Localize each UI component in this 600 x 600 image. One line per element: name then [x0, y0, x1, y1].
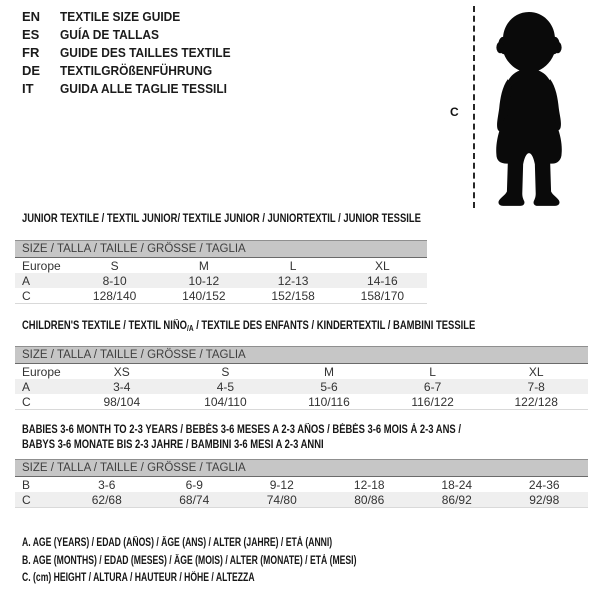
list-item	[22, 62, 245, 80]
junior-table-title: JUNIOR TEXTILE / TEXTIL JUNIOR/ TEXTILE JUNIOR / JUNIORTEXTIL / JUNIOR TESSILE	[22, 213, 421, 225]
table-row	[15, 288, 427, 304]
table-row	[15, 258, 427, 274]
table-row	[15, 477, 588, 493]
cell: 3-4	[70, 379, 174, 394]
cell: 128/140	[70, 288, 159, 304]
cell: 80/86	[326, 492, 414, 508]
guide-title: GUÍA DE TALLAS	[60, 27, 160, 42]
cell: XL	[528, 364, 544, 379]
row-label: A	[15, 379, 70, 394]
height-measure-dashed-line	[473, 6, 475, 208]
size-header: SIZE / TALLA / TAILLE / GRÖSSE / TAGLIA	[15, 241, 427, 258]
language-code: DE	[22, 63, 41, 78]
babies-table-title	[22, 423, 461, 453]
row-label: B	[22, 477, 31, 492]
cell: 7-8	[484, 379, 588, 394]
table-row	[15, 364, 588, 380]
cell: 6-7	[381, 379, 485, 394]
guide-title: TEXTILGRÖßENFÜHRUNG	[60, 63, 213, 78]
row-label: C	[15, 288, 70, 304]
cell: 10-12	[159, 273, 248, 288]
title-text: CHILDREN'S TEXTILE / TEXTIL NIÑO	[22, 320, 188, 332]
cell: 92/98	[501, 492, 589, 508]
cell: L	[289, 258, 297, 273]
language-code: IT	[22, 81, 34, 96]
cell: 18-24	[441, 477, 473, 492]
children-size-table	[15, 346, 588, 410]
table-row	[15, 492, 588, 508]
cell: 98/104	[70, 394, 174, 410]
guide-title: GUIDE DES TAILLES TEXTILE	[60, 45, 231, 60]
cell: 110/116	[277, 394, 381, 410]
cell: 140/152	[159, 288, 248, 304]
guide-title: TEXTILE SIZE GUIDE	[60, 9, 181, 24]
language-title-list	[22, 8, 245, 98]
size-header: SIZE / TALLA / TAILLE / GRÖSSE / TAGLIA	[15, 347, 588, 364]
cell: 116/122	[381, 394, 485, 410]
junior-size-table	[15, 240, 427, 304]
legend-note-b: B. AGE (MONTHS) / EDAD (MESES) / ÂGE (MOIS) / ALTER (MONATE) / ETÀ (MESI)	[22, 554, 357, 567]
title-line: BABYS 3-6 MONATE BIS 2-3 JAHRE / BAMBINI 3-6 MESI A 2-3 ANNI	[22, 439, 324, 451]
language-code: FR	[22, 45, 40, 60]
language-code: ES	[22, 27, 40, 42]
row-label: A	[15, 273, 70, 288]
title-subscript: /A	[187, 324, 194, 333]
height-measure-label: C	[450, 105, 459, 119]
row-label: C	[15, 492, 63, 508]
list-item	[22, 80, 245, 98]
cell: 6-9	[185, 477, 203, 492]
cell: 122/128	[484, 394, 588, 410]
list-item	[22, 26, 245, 44]
cell: 3-6	[98, 477, 116, 492]
cell: L	[429, 364, 436, 379]
cell: 104/110	[174, 394, 278, 410]
legend-note-a: A. AGE (YEARS) / EDAD (AÑOS) / ÂGE (ANS) / ALTER (JAHRE) / ETÀ (ANNI)	[22, 537, 333, 549]
cell: XL	[375, 258, 390, 273]
cell: 9-12	[269, 477, 294, 492]
cell: 68/74	[151, 492, 239, 508]
cell: XS	[113, 364, 130, 379]
list-item	[22, 8, 245, 26]
children-table-title	[22, 319, 475, 336]
cell: S	[221, 364, 230, 379]
table-row	[15, 379, 588, 394]
legend-notes	[22, 535, 468, 588]
title-line: BABIES 3-6 MONTH TO 2-3 YEARS / BEBÉS 3-6 MESES A 2-3 AÑOS / BÉBÉS 3-6 MOIS À 2-3 ANS /	[22, 424, 461, 436]
list-item	[22, 44, 245, 62]
cell: 152/158	[249, 288, 338, 304]
row-label: Europe	[22, 258, 61, 273]
row-label: Europe	[22, 364, 61, 379]
cell: 4-5	[174, 379, 278, 394]
language-code: EN	[22, 9, 41, 24]
cell: 5-6	[277, 379, 381, 394]
table-row	[15, 394, 588, 410]
babies-size-table	[15, 459, 588, 508]
cell: 24-36	[528, 477, 560, 492]
cell: 62/68	[63, 492, 151, 508]
title-text: / TEXTILE DES ENFANTS / KINDERTEXTIL / BAMBINI TESSILE	[193, 320, 476, 332]
size-header: SIZE / TALLA / TAILLE / GRÖSSE / TAGLIA	[15, 460, 588, 477]
cell: M	[198, 258, 209, 273]
cell: 86/92	[413, 492, 501, 508]
cell: S	[110, 258, 119, 273]
cell: 74/80	[238, 492, 326, 508]
cell: 8-10	[70, 273, 159, 288]
cell: 158/170	[338, 288, 427, 304]
guide-title: GUIDA ALLE TAGLIE TESSILI	[60, 81, 228, 96]
table-row	[15, 273, 427, 288]
row-label: C	[15, 394, 70, 410]
legend-note-c: C. (cm) HEIGHT / ALTURA / HAUTEUR / HÖHE / ALTEZZA	[22, 572, 255, 584]
cell: M	[323, 364, 334, 379]
cell: 12-13	[249, 273, 338, 288]
cell: 14-16	[338, 273, 427, 288]
baby-silhouette-icon	[481, 4, 577, 210]
cell: 12-18	[353, 477, 385, 492]
